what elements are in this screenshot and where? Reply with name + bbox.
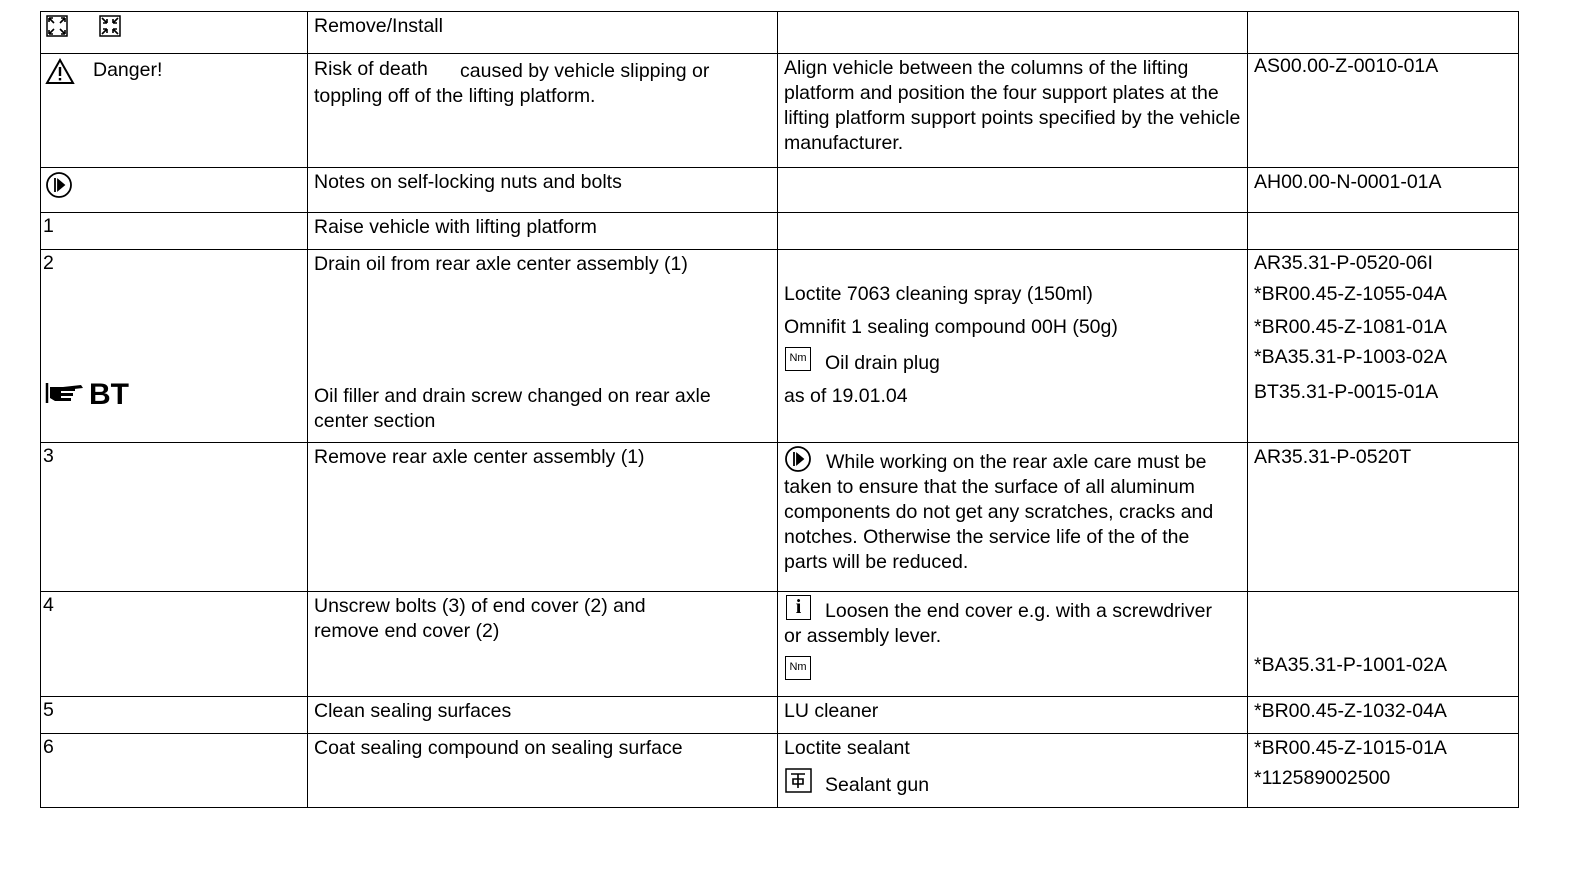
- tool-ref: *112589002500: [1254, 767, 1391, 789]
- bt-label: BT: [89, 378, 129, 411]
- step-number: 4: [43, 594, 54, 616]
- danger-text-b: caused by vehicle slipping or: [460, 60, 710, 82]
- danger-text-a: Risk of death: [314, 58, 428, 80]
- bt-note: as of 19.01.04: [784, 385, 908, 407]
- step-note: While working on the rear axle care must be taken to ensure that the surface of all aluminum components do not get any scratches, cracks and notches. Otherwise the service life of the of the parts will be reduced.: [784, 451, 1214, 573]
- step-text: Raise vehicle with lifting platform: [314, 216, 597, 238]
- bt-ref: BT35.31-P-0015-01A: [1254, 381, 1439, 403]
- table-row: [41, 54, 1519, 168]
- note-circle-icon: [45, 171, 73, 199]
- table-row: [41, 443, 1519, 592]
- table-row: [41, 12, 1519, 54]
- torque-icon: Nm: [785, 656, 811, 680]
- repair-procedure-table: [40, 11, 1519, 808]
- step-text: Coat sealing compound on sealing surface: [314, 737, 683, 759]
- step-number: 1: [43, 215, 54, 237]
- table-row: [41, 734, 1519, 808]
- install-icon: [99, 15, 121, 37]
- info-icon: i: [786, 595, 811, 620]
- table-row: [41, 697, 1519, 734]
- notes-ref: AH00.00-N-0001-01A: [1254, 171, 1442, 193]
- step-ref: *BR00.45-Z-1015-01A: [1254, 737, 1447, 759]
- step-ref: *BA35.31-P-1001-02A: [1254, 654, 1447, 676]
- step-text: Unscrew bolts (3) of end cover (2) and remove end cover (2): [314, 595, 646, 642]
- step-note: Loctite sealant: [784, 737, 910, 759]
- material-ref: *BR00.45-Z-1055-04A: [1254, 283, 1447, 305]
- step-ref: *BR00.45-Z-1032-04A: [1254, 700, 1447, 722]
- step-ref: AR35.31-P-0520-06I: [1254, 252, 1433, 274]
- danger-ref: AS00.00-Z-0010-01A: [1254, 55, 1439, 77]
- notes-text: Notes on self-locking nuts and bolts: [314, 171, 622, 193]
- table-row: [41, 213, 1519, 250]
- table-row: [41, 250, 1519, 443]
- material-item: Oil drain plug: [825, 352, 940, 374]
- bt-text: Oil filler and drain screw changed on rear axle center section: [314, 385, 711, 432]
- step-ref: AR35.31-P-0520T: [1254, 446, 1412, 468]
- material-item: Loctite 7063 cleaning spray (150ml): [784, 283, 1093, 305]
- material-item: Omnifit 1 sealing compound 00H (50g): [784, 316, 1118, 338]
- step-text: Remove rear axle center assembly (1): [314, 446, 645, 468]
- step-text: Clean sealing surfaces: [314, 700, 512, 722]
- remove-icon: [46, 15, 68, 37]
- step-note: LU cleaner: [784, 700, 879, 722]
- table-row: [41, 592, 1519, 697]
- torque-icon: Nm: [785, 347, 811, 371]
- step-text: Drain oil from rear axle center assembly (1): [314, 253, 688, 275]
- step-number: 3: [43, 445, 54, 467]
- pointing-hand-icon: [45, 380, 87, 406]
- danger-note: Align vehicle between the columns of the lifting platform and position the four support plates at the lifting platform support points specified by the vehicle manufacturer.: [784, 57, 1241, 154]
- danger-text-c: toppling off of the lifting platform.: [314, 85, 596, 107]
- step-number: 2: [43, 252, 54, 274]
- special-tool-icon: [785, 768, 812, 793]
- step-note: Loosen the end cover e.g. with a screwdriver or assembly lever.: [784, 600, 1212, 647]
- tool-name: Sealant gun: [825, 774, 930, 796]
- warning-triangle-icon: [45, 58, 75, 85]
- step-number: 6: [43, 736, 54, 758]
- step-number: 5: [43, 699, 54, 721]
- material-ref: *BR00.45-Z-1081-01A: [1254, 316, 1447, 338]
- material-ref: *BA35.31-P-1003-02A: [1254, 346, 1447, 368]
- danger-label: Danger!: [93, 59, 163, 81]
- page-title: Remove/Install: [314, 15, 443, 37]
- table-row: [41, 168, 1519, 213]
